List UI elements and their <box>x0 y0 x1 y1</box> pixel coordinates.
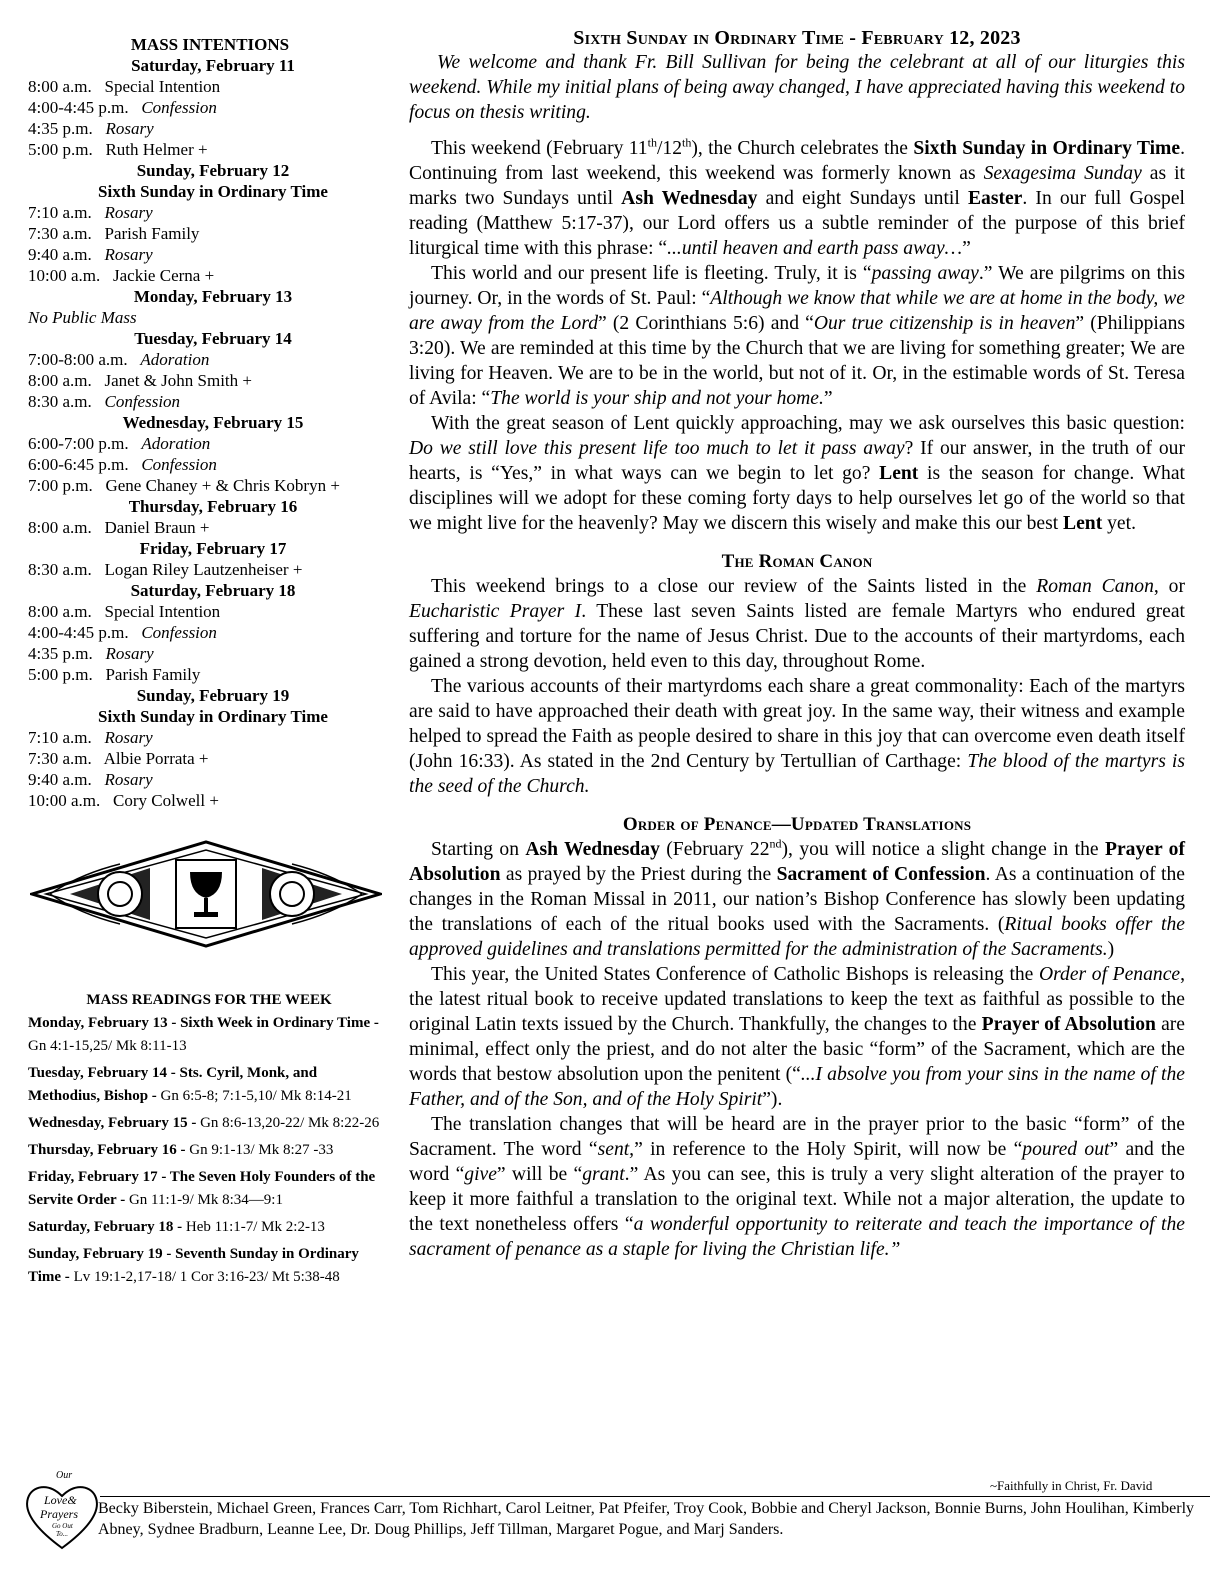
intention-description: Logan Riley Lautzenheiser + <box>104 560 303 579</box>
intention-note: No Public Mass <box>28 308 137 327</box>
intention-description: Cory Colwell + <box>113 791 219 810</box>
intention-row <box>28 475 398 496</box>
text-run: Lent <box>879 463 919 484</box>
text-run: and eight Sundays until <box>757 188 968 209</box>
text-run: , or <box>1153 576 1185 597</box>
readings-list <box>28 1012 390 1289</box>
text-run: .” As you can see, this is truly a very slight alteration of the prayer to keep it more faithful a translation to the original text. While not a major alteration, the update to the text nonetheless offers “ <box>409 1164 1185 1235</box>
intention-description: Parish Family <box>104 224 200 243</box>
intention-description: Confession <box>141 623 217 642</box>
intention-description: Rosary <box>104 770 153 789</box>
intention-row <box>28 433 398 454</box>
text-run: ” and the word “ <box>409 1139 1185 1185</box>
article-paragraph <box>409 411 1185 536</box>
text-run: Starting on <box>431 839 526 860</box>
intention-row <box>28 265 398 286</box>
love-and-prayers-heart-icon <box>22 1466 102 1556</box>
text-run: . In our full Gospel reading (Matthew 5:17-37), our Lord offers us a subtle reminder of the purpose of this brief liturgical time with this phrase: “ <box>409 188 1185 259</box>
text-run: The various accounts of their martyrdoms each share a great commonality: Each of the martyrs are said to have approached their death with great joy. In the same way, their witness and example helped to spread the Faith as people desired to share in this joy that can overcome even death itself (John 16:33). As stated in the 2nd Century by Tertullian of Carthage: <box>409 676 1185 772</box>
intention-row <box>28 349 398 370</box>
prayer-names: Becky Biberstein, Michael Green, Frances Carr, Tom Richhart, Carol Leitner, Pat Pfeifer, Troy Cook, Bobbie and Cheryl Jackson, Bonnie Burns, John Houlihan, Kimberly Abney, Sydnee Bradburn, Leanne Lee, Dr. Doug Phillips, Jeff Tillman, Margaret Pogue, and Marj Sanders. <box>98 1500 1195 1538</box>
svg-text:Our: Our <box>56 1470 73 1481</box>
intention-row <box>28 748 398 769</box>
text-run: nd <box>769 836 782 851</box>
text-run: ”). <box>762 1089 783 1110</box>
text-run: This weekend (February 11 <box>431 138 648 159</box>
text-run: ” (Philippians 3:20). We are reminded at this time by the Church that we are living for something greater; We are living for Heaven. We are to be in the world, but not of it. Or, in the estimable words of St. Teresa of Avila: “ <box>409 313 1185 409</box>
text-run: Our true citizenship is in heaven <box>813 313 1076 334</box>
intention-description: Confession <box>141 455 217 474</box>
svg-text:To...: To... <box>56 1530 69 1538</box>
text-run: sent, <box>597 1139 635 1160</box>
reading-references: Heb 11:1-7/ Mk 2:2-13 <box>185 1219 325 1235</box>
text-run: are minimal, effect only the priest, and do not alter the basic “form” of the Sacrament, which are the words that bestow absolution upon the penitent (“ <box>409 1014 1185 1085</box>
intention-description: Rosary <box>104 245 153 264</box>
intention-time: 10:00 a.m. <box>28 791 101 810</box>
intention-row <box>28 727 398 748</box>
intention-time: 7:00-8:00 a.m. <box>28 350 128 369</box>
text-run: as prayed by the Priest during the <box>500 864 777 885</box>
reading-item <box>28 1243 390 1289</box>
reading-references: Gn 8:6-13,20-22/ Mk 8:22-26 <box>200 1115 380 1131</box>
intention-row <box>28 622 398 643</box>
intention-description: Rosary <box>104 728 153 747</box>
intention-row <box>28 601 398 622</box>
text-run: . These last seven Saints listed are female Martyrs who endured great suffering and torture for the name of Jesus Christ. Due to the accounts of their martyrdoms, each gained a strong devotion, held even to this day, throughout Rome. <box>409 601 1185 672</box>
intention-time: 7:00 p.m. <box>28 476 93 495</box>
text-run: ) <box>1107 939 1115 960</box>
text-run: Ritual books offer the approved guidelines and translations permitted for the administration of the Sacraments. <box>409 914 1185 960</box>
order-of-penance-heading: Order of Penance—Updated Translations <box>622 814 972 835</box>
intention-description: Rosary <box>105 119 154 138</box>
intention-time: 7:30 a.m. <box>28 224 92 243</box>
reading-references: Gn 6:5-8; 7:1-5,10/ Mk 8:14-21 <box>160 1088 352 1104</box>
text-run: The world is your ship and not your home. <box>490 388 824 409</box>
text-run: ” (2 Corinthians 5:6) and “ <box>598 313 814 334</box>
intention-time: 4:00-4:45 p.m. <box>28 98 129 117</box>
text-run: .” We are pilgrims on this journey. Or, in the words of St. Paul: “ <box>409 263 1185 309</box>
intention-description: Rosary <box>105 644 154 663</box>
text-run: give <box>464 1164 497 1185</box>
reading-references: Lv 19:1-2,17-18/ 1 Cor 3:16-23/ Mt 5:38-48 <box>73 1269 340 1285</box>
intention-time: 7:30 a.m. <box>28 749 92 768</box>
text-run: Prayer of Absolution <box>409 839 1185 885</box>
text-run: This year, the United States Conference of Catholic Bishops is releasing the <box>431 964 1039 985</box>
text-run: ? If our answer, in the truth of our hearts, is “Yes,” in what ways can we begin to let go? <box>409 438 1185 484</box>
text-run: grant <box>582 1164 625 1185</box>
penance-paragraph <box>409 1112 1185 1262</box>
canon-paragraph <box>409 574 1185 674</box>
intention-time: 4:00-4:45 p.m. <box>28 623 129 642</box>
text-run: a wonderful opportunity to reiterate and teach the importance of the sacrament of penance as a staple for living the Christian life.” <box>409 1214 1185 1260</box>
reading-references: Gn 9:1-13/ Mk 8:27 -33 <box>189 1142 334 1158</box>
intention-day-heading: Monday, February 13 <box>133 287 293 306</box>
reading-references: Gn 11:1-9/ Mk 8:34—9:1 <box>128 1192 283 1208</box>
intention-day-heading: Saturday, February 11 <box>131 56 295 75</box>
intention-row <box>28 517 398 538</box>
footer-rule <box>100 1496 1210 1497</box>
intention-time: 7:10 a.m. <box>28 203 92 222</box>
text-run: . As a continuation of the changes in the Roman Missal in 2011, our nation’s Bishop Conference has slowly been updating the translations of each of the ritual books used with the Sacraments. ( <box>409 864 1185 935</box>
intention-row <box>28 76 398 97</box>
text-run: passing away <box>871 263 979 284</box>
intention-row <box>28 223 398 244</box>
text-run: This world and our present life is fleeting. Truly, it is “ <box>431 263 872 284</box>
text-run: Ash Wednesday <box>621 188 758 209</box>
intention-row <box>28 559 398 580</box>
text-run: Sacrament of Confession <box>776 864 986 885</box>
intention-row <box>28 664 398 685</box>
prayer-list-footer <box>22 1466 1202 1576</box>
text-run: Do we still love this present life too much to let it pass away <box>409 438 905 459</box>
intention-time: 8:00 a.m. <box>28 371 92 390</box>
text-run: ” <box>823 388 833 409</box>
intention-day-heading: Saturday, February 18 <box>130 581 296 600</box>
text-run: Although we know that while we are at home in the body, we are away from the Lord <box>409 288 1185 334</box>
mass-intentions <box>28 34 398 811</box>
intention-time: 5:00 p.m. <box>28 665 93 684</box>
intention-row <box>28 118 398 139</box>
intention-row <box>28 370 398 391</box>
intention-description: Janet & John Smith + <box>104 371 252 390</box>
text-run: ” in reference to the Holy Spirit, will now be “ <box>634 1139 1023 1160</box>
svg-text:Love&: Love& <box>44 1493 77 1507</box>
chalice-ornament-icon <box>30 838 382 950</box>
intention-time: 7:10 a.m. <box>28 728 92 747</box>
reading-day: Friday, February 17 - The Seven Holy Founders of the Servite Order - <box>28 1169 376 1208</box>
text-run: /12 <box>656 138 682 159</box>
intention-time: 8:30 a.m. <box>28 392 92 411</box>
intention-description: Albie Porrata + <box>103 749 209 768</box>
roman-canon-heading: The Roman Canon <box>721 551 873 572</box>
intention-row <box>28 454 398 475</box>
text-run: as it marks two Sundays until <box>409 163 1186 209</box>
intention-time: 5:00 p.m. <box>28 140 93 159</box>
reading-day: Saturday, February 18 - <box>28 1219 186 1235</box>
text-run: , the latest ritual book to receive updated translations to keep the text as faithful as possible to the original Latin texts issued by the Church. Thankfully, the changes to the <box>409 964 1185 1035</box>
text-run: The blood of the martyrs is the seed of the Church. <box>409 751 1185 797</box>
intention-day-heading: Thursday, February 16 <box>128 497 298 516</box>
intention-description: Parish Family <box>105 665 201 684</box>
intention-time: 8:00 a.m. <box>28 518 92 537</box>
intention-time: 6:00-6:45 p.m. <box>28 455 129 474</box>
readings-title: MASS READINGS FOR THE WEEK <box>86 992 332 1008</box>
intention-row <box>28 391 398 412</box>
text-run: ), you will notice a slight change in the <box>781 839 1105 860</box>
intention-row <box>28 97 398 118</box>
text-run: With the great season of Lent quickly approaching, may we ask ourselves this basic question: <box>431 413 1185 434</box>
intention-day-heading: Tuesday, February 14 <box>134 329 292 348</box>
intention-description: Ruth Helmer + <box>105 140 208 159</box>
article-paragraph <box>409 261 1185 411</box>
intention-description: Daniel Braun + <box>104 518 210 537</box>
text-run: . Continuing from last weekend, this weekend was formerly known as <box>409 138 1185 184</box>
reading-item <box>28 1112 390 1135</box>
intention-row <box>28 139 398 160</box>
intention-description: Confession <box>141 98 217 117</box>
intention-row <box>28 769 398 790</box>
text-run: Lent <box>1063 513 1103 534</box>
text-run: yet. <box>1102 513 1136 534</box>
article-heading: Sixth Sunday in Ordinary Time - February 12, 2023 <box>573 27 1021 49</box>
intention-row <box>28 643 398 664</box>
text-run: Ash Wednesday <box>525 839 660 860</box>
reading-item <box>28 1012 390 1058</box>
intention-time: 8:00 a.m. <box>28 602 92 621</box>
text-run: (February 22 <box>659 839 770 860</box>
welcome-paragraph: We welcome and thank Fr. Bill Sullivan for being the celebrant at all of our liturgies this weekend. While my initial plans of being away changed, I have appreciated having this weekend to focus on thesis writing. <box>409 52 1185 123</box>
reading-day: Monday, February 13 - Sixth Week in Ordinary Time - <box>28 1015 379 1031</box>
text-run: Eucharistic Prayer I <box>409 601 582 622</box>
intention-row <box>28 244 398 265</box>
intention-time: 8:00 a.m. <box>28 77 92 96</box>
text-run: ...until heaven and earth pass away… <box>667 238 963 259</box>
intention-description: Special Intention <box>104 77 221 96</box>
intention-time: 4:35 p.m. <box>28 119 93 138</box>
intention-time: 8:30 a.m. <box>28 560 92 579</box>
intention-description: Adoration <box>141 434 211 453</box>
signature: ~Faithfully in Christ, Fr. David <box>990 1478 1153 1493</box>
canon-paragraph <box>409 674 1185 799</box>
reading-day: Tuesday, February 14 - Sts. Cyril, Monk, and Methodius, Bishop - <box>28 1065 318 1104</box>
intention-day-heading: Sunday, February 19 <box>136 686 290 705</box>
intention-time: 4:35 p.m. <box>28 644 93 663</box>
reading-item <box>28 1139 390 1162</box>
reading-item <box>28 1062 390 1108</box>
intention-day-heading: Sixth Sunday in Ordinary Time <box>98 707 328 726</box>
intention-time: 9:40 a.m. <box>28 770 92 789</box>
text-run: Easter <box>967 188 1023 209</box>
intention-description: Confession <box>104 392 181 411</box>
text-run: is the season for change. What disciplines will we adopt for these coming forty days to help ourselves let go of the world so that we might live for the heavenly? May we discern this wisely and make this our best <box>409 463 1185 534</box>
penance-paragraph <box>409 837 1185 962</box>
text-run: This weekend brings to a close our review of the Saints listed in the <box>431 576 1037 597</box>
reading-item <box>28 1166 390 1212</box>
text-run: The translation changes that will be heard are in the prayer prior to the basic “form” of the Sacrament. The word “ <box>409 1114 1185 1160</box>
text-run: th <box>682 135 692 150</box>
reading-references: Gn 4:1-15,25/ Mk 8:11-13 <box>28 1038 187 1054</box>
reading-day: Wednesday, February 15 - <box>28 1115 201 1131</box>
text-run: ), the Church celebrates the <box>691 138 914 159</box>
intention-description: Gene Chaney + & Chris Kobryn + <box>105 476 340 495</box>
intention-time: 6:00-7:00 p.m. <box>28 434 129 453</box>
reading-item <box>28 1216 390 1239</box>
mass-readings <box>28 990 390 1293</box>
reading-day: Sunday, February 19 - Seventh Sunday in Ordinary Time - <box>28 1246 359 1285</box>
intention-description: Special Intention <box>104 602 221 621</box>
intention-day-heading: Sixth Sunday in Ordinary Time <box>98 182 328 201</box>
intention-description: Adoration <box>140 350 210 369</box>
intention-time: 9:40 a.m. <box>28 245 92 264</box>
text-run: Sixth Sunday in Ordinary Time <box>913 138 1181 159</box>
pastor-column <box>409 26 1185 1262</box>
text-run: ” <box>962 238 971 259</box>
text-run: poured out <box>1022 1139 1110 1160</box>
intention-day-heading: Friday, February 17 <box>139 539 287 558</box>
text-run: Prayer of Absolution <box>981 1014 1156 1035</box>
intention-day-heading: Sunday, February 12 <box>136 161 290 180</box>
svg-text:Prayers: Prayers <box>40 1507 78 1521</box>
intention-row <box>28 790 398 811</box>
intention-description: Jackie Cerna + <box>113 266 215 285</box>
reading-day: Thursday, February 16 - <box>28 1142 190 1158</box>
text-run: ” will be “ <box>496 1164 583 1185</box>
article-paragraph <box>409 136 1185 261</box>
mass-intentions-list <box>28 55 398 811</box>
text-run: ...I absolve you from your sins in the name of the Father, and of the Son, and of the Holy Spirit <box>409 1064 1185 1110</box>
penance-paragraph <box>409 962 1185 1112</box>
text-run: th <box>647 135 657 150</box>
intention-day-heading: Wednesday, February 15 <box>122 413 304 432</box>
mass-intentions-title: MASS INTENTIONS <box>130 35 290 54</box>
svg-text:Go Out: Go Out <box>52 1522 73 1530</box>
intention-description: Rosary <box>104 203 153 222</box>
text-run: Sexagesima Sunday <box>983 163 1142 184</box>
intention-time: 10:00 a.m. <box>28 266 101 285</box>
text-run: Order of Penance <box>1039 964 1181 985</box>
intention-row <box>28 202 398 223</box>
text-run: Roman Canon <box>1036 576 1154 597</box>
